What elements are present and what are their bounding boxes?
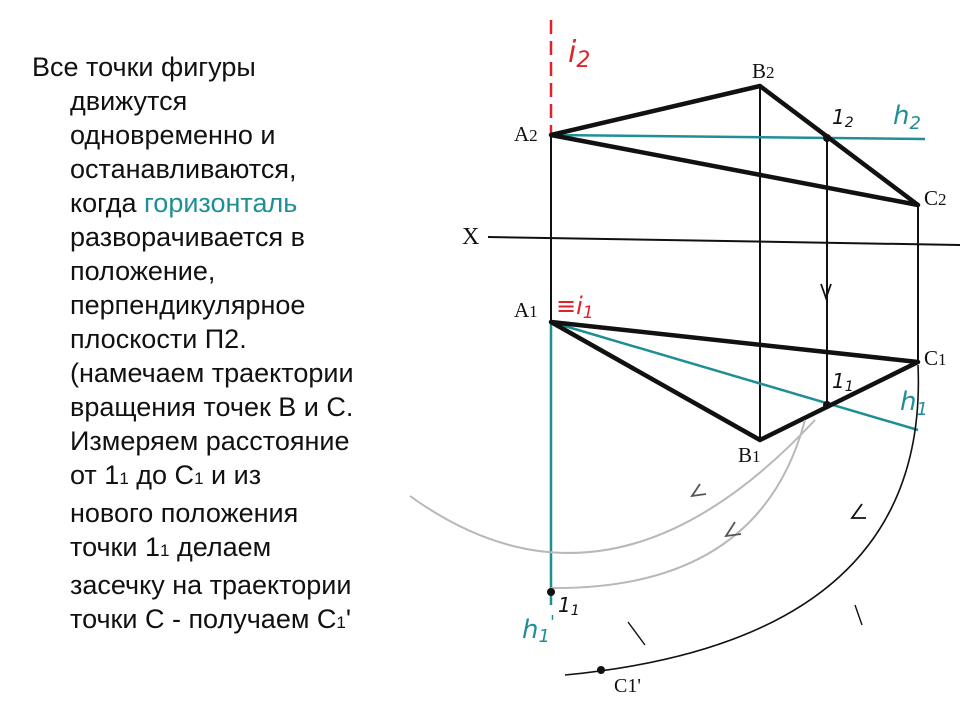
text-line: движутся: [70, 86, 188, 116]
text-fragment: когда: [70, 188, 145, 218]
trajectory-arc-1: [551, 420, 805, 588]
text-fragment: делаем: [169, 532, 272, 562]
text-line: Все точки фигуры: [32, 52, 256, 82]
horizontal-h2: [551, 135, 925, 139]
c-marker-stroke: [855, 605, 862, 625]
text-fragment: до С: [128, 460, 195, 490]
text-line: плоскости П2.: [70, 324, 247, 354]
label-b1: B1: [738, 443, 761, 467]
label-i2: i2: [568, 35, 591, 73]
text-fragment: точки 1: [70, 532, 160, 562]
c-marker-stroke: [628, 622, 645, 645]
text-line: одновременно и: [70, 120, 276, 150]
trajectory-arc-b: [410, 420, 815, 553]
text-line: останавливаются,: [70, 154, 297, 184]
trajectory-arc-c: [565, 365, 918, 675]
label-i1: ≡i1: [556, 292, 594, 323]
text-line: вращения точек В и С.: [70, 392, 354, 422]
arc-arrow-c: [852, 504, 866, 518]
label-x-axis: X: [462, 224, 480, 250]
label-1-1: 11: [832, 369, 854, 395]
triangle-top-projection: [551, 322, 918, 440]
text-fragment: точки С - получаем С: [70, 604, 337, 634]
arc-arrow-1: [726, 522, 741, 536]
text-line: (намечаем траектории: [70, 358, 354, 388]
subscript: 1: [194, 469, 204, 488]
text-fragment: и из: [203, 460, 262, 490]
label-c1-rotated: C1': [614, 675, 641, 697]
horizontal-h1: [551, 322, 918, 430]
text-fragment: ': [345, 604, 352, 634]
text-line: разворачивается в: [70, 222, 305, 252]
label-1-2: 12: [832, 105, 854, 131]
label-a2: A2: [514, 122, 538, 146]
subscript: 1: [336, 613, 346, 632]
point-c1-rotated: [597, 666, 605, 674]
label-a1: A1: [514, 298, 538, 322]
subscript: 1: [159, 541, 170, 560]
text-line: перпендикулярное: [70, 290, 306, 320]
label-1-1-rotated: 11: [558, 593, 580, 619]
x-axis: [488, 237, 960, 245]
subscript: 1: [119, 469, 129, 488]
label-c2: C2: [924, 186, 947, 210]
point-1-rotated: [547, 588, 555, 596]
triangle-front-projection: [551, 86, 918, 205]
label-c1: C1: [924, 346, 947, 370]
text-line: Измеряем расстояние: [70, 426, 350, 456]
text-fragment: от 1: [70, 460, 120, 490]
label-h2: h2: [893, 101, 921, 134]
label-h1-rotated: h1': [522, 612, 555, 647]
label-h1: h1: [900, 387, 928, 420]
point-1-front: [823, 134, 831, 142]
text-line: нового положения: [70, 498, 299, 528]
text-line: засечку на траектории: [70, 570, 352, 600]
arc-arrow-b: [692, 484, 706, 496]
point-1-top: [823, 401, 831, 409]
text-line: положение,: [70, 256, 216, 286]
label-b2: B2: [752, 59, 775, 83]
highlighted-term: горизонталь: [144, 188, 298, 218]
